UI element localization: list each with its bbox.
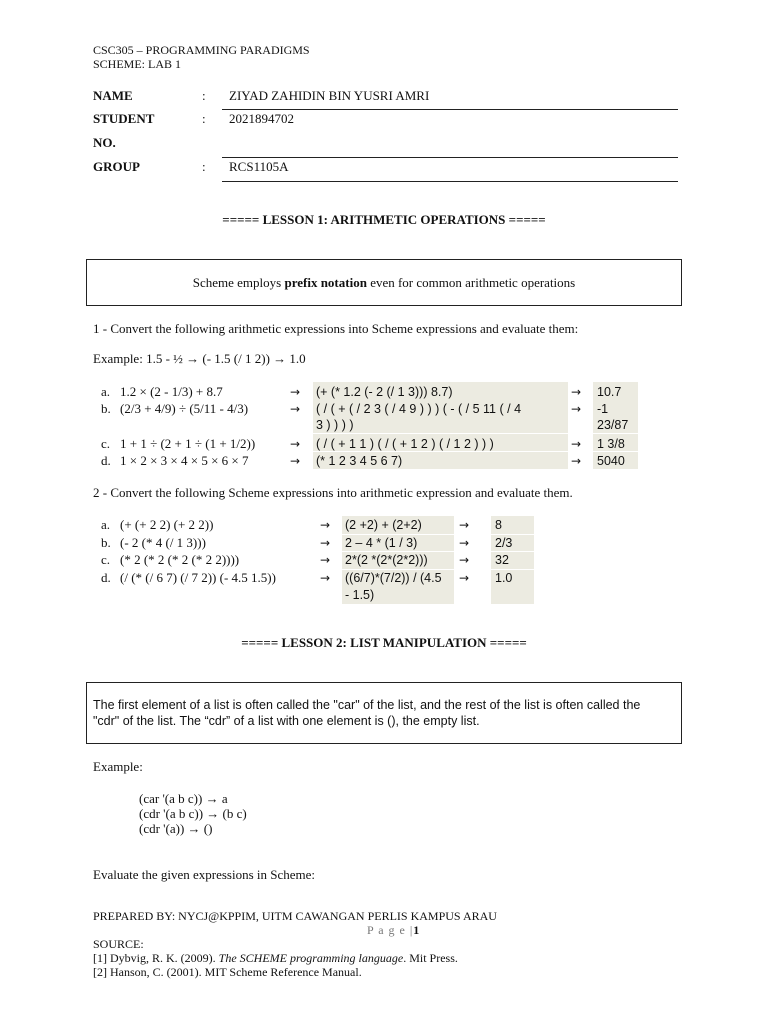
row1d-letter: d. (101, 453, 111, 468)
group-underline (222, 181, 678, 182)
row1a-letter: a. (101, 384, 111, 399)
row2b-arith: 2 – 4 * (1 / 3) (345, 536, 418, 550)
ref1-title: The SCHEME programming language (218, 951, 404, 965)
lesson2-note-line1: The first element of a list is often called the "car" of the list, and the rest of the list is often called the (93, 698, 641, 712)
row2c-arith: 2*(2 *(2*(2*2))) (345, 553, 428, 567)
arrow-icon: → (320, 518, 331, 532)
row1a-result: 10.7 (597, 385, 622, 399)
row1d-result: 5040 (597, 454, 625, 468)
row2d-letter: d. (101, 570, 111, 585)
group-value: RCS1105A (229, 159, 289, 174)
arrow-icon: → (320, 536, 331, 550)
arrow-icon: → (290, 437, 301, 451)
lesson2-note-line2: "cdr" of the list. The “cdr” of a list with one element is (), the empty list. (93, 714, 480, 728)
row2d-result: 1.0 (495, 571, 513, 585)
arrow-icon: → (459, 536, 470, 550)
student-underline (222, 157, 678, 158)
student-label: STUDENT (93, 111, 155, 126)
row2b-expr: (- 2 (* 4 (/ 1 3))) (120, 535, 206, 550)
question-2: 2 - Convert the following Scheme expressions into arithmetic expression and evaluate them. (93, 485, 573, 500)
arrow-icon: → (571, 454, 582, 468)
group-colon: : (202, 159, 206, 174)
reference-1 (93, 951, 458, 965)
row1a-expr: 1.2 × (2 - 1/3) + 8.7 (120, 384, 223, 399)
example-1: Example: 1.5 - ½ → (- 1.5 (/ 1 2)) → 1.0 (93, 351, 306, 366)
scheme-lab-title: SCHEME: LAB 1 (93, 57, 182, 71)
arrow-icon: → (571, 402, 582, 416)
course-title: CSC305 – PROGRAMMING PARADIGMS (93, 43, 310, 57)
arrow-icon: → (290, 454, 301, 468)
example-cdr-empty: (cdr '(a)) → () (139, 821, 213, 836)
row2c-result: 32 (495, 553, 509, 567)
example-cdr: (cdr '(a b c)) → (b c) (139, 806, 247, 821)
arrow-icon: → (459, 518, 470, 532)
row1c-expr: 1 + 1 ÷ (2 + 1 ÷ (1 + 1/2)) (120, 436, 256, 451)
arrow-icon: → (459, 571, 470, 585)
source-label: SOURCE: (93, 937, 144, 951)
ref1-pre: [1] Dybvig, R. K. (2009). (93, 951, 219, 965)
example-label: Example: (93, 759, 143, 774)
row2a-expr: (+ (+ 2 2) (+ 2 2)) (120, 517, 214, 532)
page-label (367, 923, 420, 937)
example-car: (car '(a b c)) → a (139, 791, 228, 806)
row1b-scheme-line1: ( / ( + ( / 2 3 ( / 4 9 ) ) ) ( - ( / 5 11 ( / 4 (316, 402, 522, 416)
page-label-text: P a g e | (367, 923, 414, 937)
row2a-arith: (2 +2) + (2+2) (345, 518, 422, 532)
row1c-result: 1 3/8 (597, 437, 625, 451)
name-label: NAME (93, 88, 133, 103)
row1b-expr: (2/3 + 4/9) ÷ (5/11 - 4/3) (120, 401, 249, 416)
row1d-expr: 1 × 2 × 3 × 4 × 5 × 6 × 7 (120, 453, 249, 468)
note-prefix: Scheme employs (192, 275, 285, 290)
name-value: ZIYAD ZAHIDIN BIN YUSRI AMRI (229, 88, 430, 103)
row2d-arith-line2: - 1.5) (345, 588, 375, 602)
note-suffix: even for common arithmetic operations (366, 275, 576, 290)
row1b-result-line2: 23/87 (597, 418, 629, 432)
lesson1-note-box (86, 259, 682, 306)
row1c-letter: c. (101, 436, 111, 451)
arrow-icon: → (320, 571, 331, 585)
row1b-scheme-line2: 3 ) ) ) ) (316, 418, 354, 432)
question-1: 1 - Convert the following arithmetic expressions into Scheme expressions and evaluate them: (93, 321, 579, 336)
lesson1-note (87, 275, 681, 291)
ref1-post: . Mit Press. (403, 951, 458, 965)
page-number: 1 (413, 923, 421, 937)
row1c-scheme: ( / ( + 1 1 ) ( / ( + 1 2 ) ( / 1 2 ) ) ) (316, 437, 494, 451)
name-colon: : (202, 88, 206, 103)
prepared-by: PREPARED BY: NYCJ@KPPIM, UITM CAWANGAN PERLIS KAMPUS ARAU (93, 909, 497, 923)
arrow-icon: → (571, 437, 582, 451)
row2c-letter: c. (101, 552, 111, 567)
row2d-arith-line1: ((6/7)*(7/2)) / (4.5 (345, 571, 442, 585)
row2c-expr: (* 2 (* 2 (* 2 (* 2 2)))) (120, 552, 240, 567)
evaluate-instruction: Evaluate the given expressions in Scheme: (93, 867, 316, 882)
note-bold: prefix notation (284, 275, 367, 290)
row2a-letter: a. (101, 517, 111, 532)
row2d-expr: (/ (* (/ 6 7) (/ 7 2)) (- 4.5 1.5)) (120, 570, 276, 585)
arrow-icon: → (290, 402, 301, 416)
student-colon: : (202, 111, 206, 126)
row1d-scheme: (* 1 2 3 4 5 6 7) (316, 454, 403, 468)
row1a-scheme: (+ (* 1.2 (- 2 (/ 1 3))) 8.7) (316, 385, 453, 399)
student-value: 2021894702 (229, 111, 294, 126)
row2b-result: 2/3 (495, 536, 513, 550)
lesson1-title: ===== LESSON 1: ARITHMETIC OPERATIONS ===== (222, 212, 546, 227)
reference-2: [2] Hanson, C. (2001). MIT Scheme Reference Manual. (93, 965, 362, 979)
arrow-icon: → (290, 385, 301, 399)
lesson2-note-box (86, 682, 682, 744)
arrow-icon: → (571, 385, 582, 399)
name-underline (222, 109, 678, 110)
row2a-result: 8 (495, 518, 502, 532)
row1b-result-line1: -1 (597, 402, 609, 416)
row1b-letter: b. (101, 401, 111, 416)
row2b-letter: b. (101, 535, 111, 550)
arrow-icon: → (459, 553, 470, 567)
student-no-label: NO. (93, 135, 116, 150)
lesson2-title: ===== LESSON 2: LIST MANIPULATION ===== (241, 635, 527, 650)
arrow-icon: → (320, 553, 331, 567)
group-label: GROUP (93, 159, 140, 174)
